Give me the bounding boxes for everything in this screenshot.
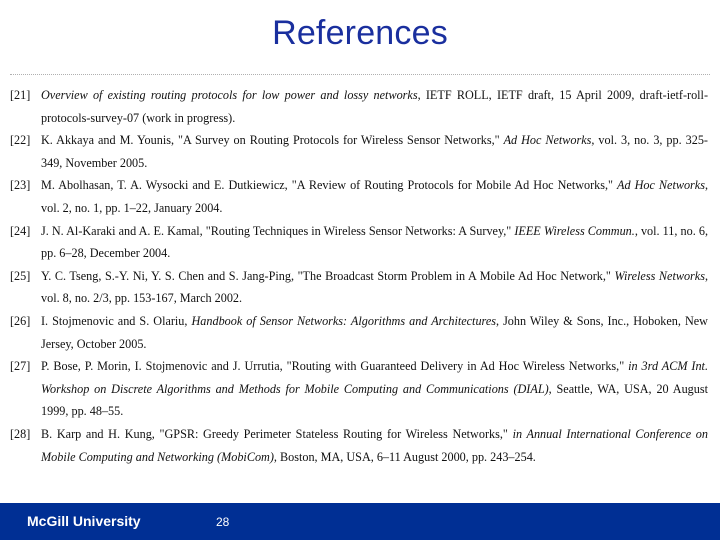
reference-text	[41, 174, 708, 219]
reference-text-segment: , IETF ROLL, IETF draft, 15 April 2009, draft-ietf-roll-protocols-survey-07 (work in progress).	[41, 88, 708, 125]
reference-text	[41, 423, 708, 468]
reference-italic-segment: Ad Hoc Networks	[617, 178, 705, 193]
footer-bar	[0, 503, 720, 540]
reference-number: [27]	[10, 359, 31, 374]
reference-text-segment: , vol. 11, no. 6, pp. 6–28, December 2004.	[41, 223, 708, 261]
reference-italic-segment: in 3rd ACM Int. Workshop on Discrete Algorithms and Methods for Mobile Computing and Communications (DIAL)	[41, 359, 708, 396]
footer-organization: McGill University	[27, 513, 141, 529]
reference-text	[41, 355, 708, 423]
page-number: 28	[216, 515, 230, 529]
reference-item	[10, 423, 708, 468]
reference-text	[41, 129, 708, 174]
reference-text-segment: M. Abolhasan, T. A. Wysocki and E. Dutkiewicz, "A Review of Routing Protocols for Mobile Ad Hoc Networks,"	[41, 178, 618, 193]
reference-text-segment: , vol. 3, no. 3, pp. 325-349, November 2005.	[41, 133, 708, 170]
reference-italic-segment: Handbook of Sensor Networks: Algorithms and Architectures	[191, 313, 496, 328]
reference-list	[10, 84, 708, 468]
reference-text	[41, 310, 708, 355]
reference-italic-segment: IEEE Wireless Commun.	[514, 223, 635, 238]
reference-italic-segment: in Annual International Conference on Mobile Computing and Networking (MobiCom)	[41, 426, 708, 464]
page-title: References	[272, 14, 448, 52]
reference-text	[41, 265, 708, 310]
reference-number: [26]	[10, 313, 31, 328]
reference-text-segment: , John Wiley & Sons, Inc., Hoboken, New Jersey, October 2005.	[41, 313, 708, 351]
reference-italic-segment: Wireless Networks	[614, 268, 705, 283]
reference-item	[10, 265, 708, 310]
reference-number: [28]	[10, 426, 31, 441]
reference-text-segment: , vol. 2, no. 1, pp. 1–22, January 2004.	[41, 178, 708, 215]
reference-number: [22]	[10, 133, 31, 148]
reference-text-segment: K. Akkaya and M. Younis, "A Survey on Routing Protocols for Wireless Sensor Networks,"	[41, 133, 504, 148]
reference-number: [25]	[10, 268, 31, 283]
reference-item	[10, 129, 708, 174]
reference-item	[10, 174, 708, 219]
reference-text-segment: J. N. Al-Karaki and A. E. Kamal, "Routing Techniques in Wireless Sensor Networks: A Survey,"	[41, 223, 515, 238]
reference-text	[41, 84, 708, 129]
reference-text-segment: , Seattle, WA, USA, 20 August 1999, pp. 48–55.	[41, 381, 708, 419]
reference-text-segment: P. Bose, P. Morin, I. Stojmenovic and J. Urrutia, "Routing with Guaranteed Delivery in Ad Hoc Wireless Networks,"	[41, 359, 629, 374]
reference-number: [21]	[10, 88, 31, 102]
reference-item	[10, 84, 708, 129]
title-divider	[10, 74, 710, 76]
reference-text-segment: B. Karp and H. Kung, "GPSR: Greedy Perimeter Stateless Routing for Wireless Networks,"	[41, 426, 513, 441]
reference-text-segment: I. Stojmenovic and S. Olariu,	[41, 313, 192, 328]
reference-number: [23]	[10, 178, 31, 193]
reference-text-segment: Y. C. Tseng, S.-Y. Ni, Y. S. Chen and S. Jang-Ping, "The Broadcast Storm Problem in A Mobile Ad Hoc Network,"	[41, 268, 615, 283]
reference-text	[41, 220, 708, 265]
reference-item	[10, 220, 708, 265]
reference-italic-segment: Ad Hoc Networks	[503, 133, 592, 148]
reference-italic-segment: Overview of existing routing protocols for low power and lossy networks	[41, 88, 418, 102]
reference-number: [24]	[10, 223, 31, 238]
reference-item	[10, 310, 708, 355]
reference-item	[10, 355, 708, 423]
reference-text-segment: , Boston, MA, USA, 6–11 August 2000, pp. 243–254.	[273, 449, 536, 464]
reference-text-segment: , vol. 8, no. 2/3, pp. 153-167, March 2002.	[41, 268, 709, 306]
